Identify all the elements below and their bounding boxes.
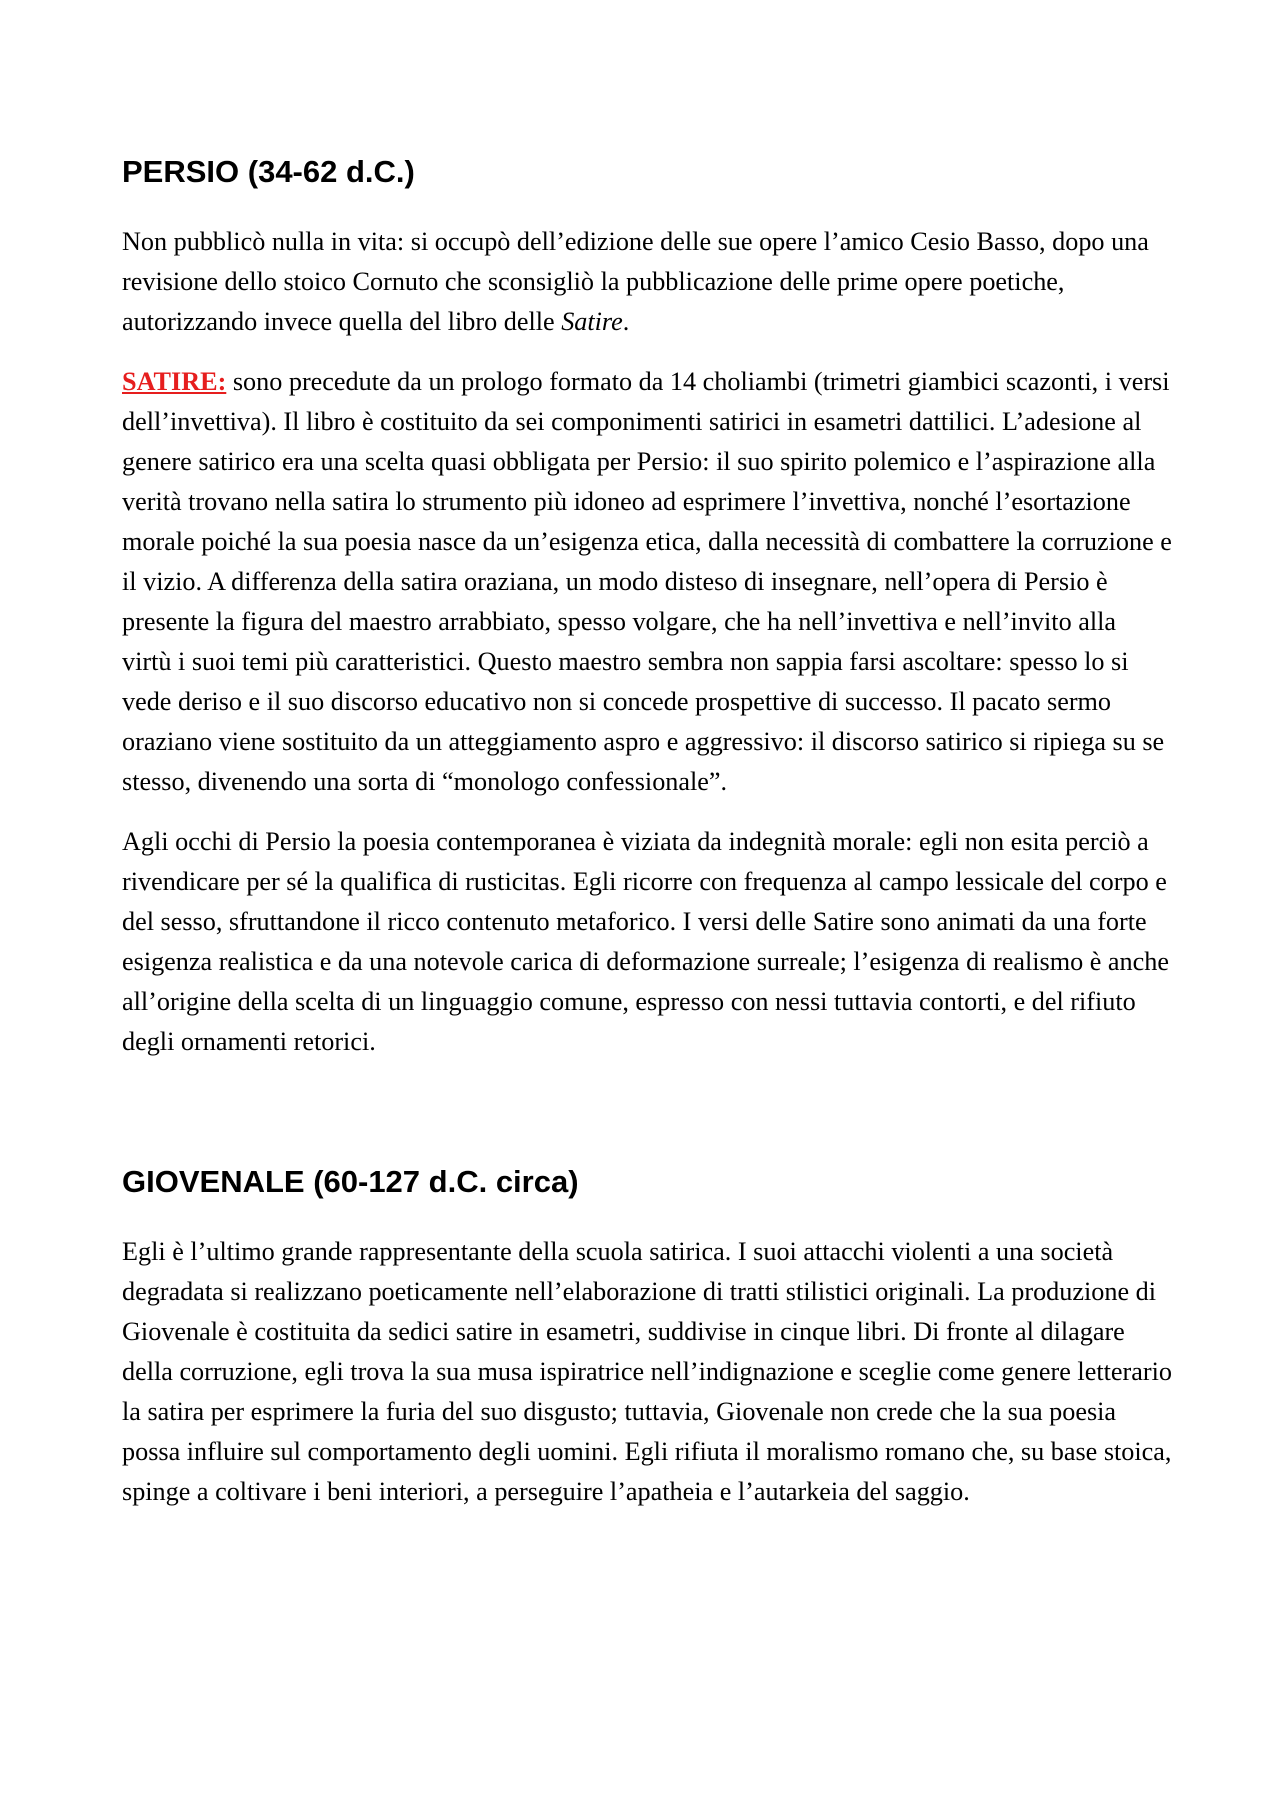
persio-intro-end: . — [622, 307, 630, 336]
persio-satire-text: sono precedute da un prologo formato da 14 choliambi (trimetri giambici scazonti, i versi dell’invettiva). Il libro è costituito da sei componimenti satirici in esametri dattilici. L’adesione al genere satirico era una scelta quasi obbligata per Persio: il suo spirito polemico e l’aspirazione alla verità trovano nella satira lo strumento più idoneo ad esprimere l’invettiva, nonché l’esortazione morale poiché la sua poesia nasce da un’esigenza etica, dalla necessità di combattere la corruzione e il vizio. A differenza della satira oraziana, un modo disteso di insegnare, nell’opera di Persio è presente la figura del maestro arrabbiato, spesso volgare, che ha nell’invettiva e nell’invito alla virtù i suoi temi più caratteristici. Questo maestro sembra non sappia farsi ascoltare: spesso lo si vede deriso e il suo discorso educativo non si concede prospettive di successo. Il pacato sermo oraziano viene sostituito da un atteggiamento aspro e aggressivo: il discorso satirico si ripiega su se stesso, divenendo una sorta di “monologo confessionale”. — [122, 367, 1172, 796]
giovenale-heading: GIOVENALE (60-127 d.C. circa) — [122, 1164, 579, 1199]
persio-heading: PERSIO (34-62 d.C.) — [122, 154, 415, 189]
satire-title-italic: Satire — [561, 307, 623, 336]
persio-intro-text: Non pubblicò nulla in vita: si occupò dell’edizione delle sue opere l’amico Cesio Basso, dopo una revisione dello stoico Cornuto che sconsigliò la pubblicazione delle prime opere poetiche, autorizzando invece quella del libro delle — [122, 227, 1149, 336]
persio-satire-paragraph — [122, 362, 1172, 802]
satire-label: SATIRE: — [122, 367, 227, 396]
persio-intro-paragraph — [122, 222, 1172, 342]
giovenale-intro-paragraph: Egli è l’ultimo grande rappresentante della scuola satirica. I suoi attacchi violenti a una società degradata si realizzano poeticamente nell’elaborazione di tratti stilistici originali. La produzione di Giovenale è costituita da sedici satire in esametri, suddivise in cinque libri. Di fronte al dilagare della corruzione, egli trova la sua musa ispiratrice nell’indignazione e sceglie come genere letterario la satira per esprimere la furia del suo disgusto; tuttavia, Giovenale non crede che la sua poesia possa influire sul comportamento degli uomini. Egli rifiuta il moralismo romano che, su base stoica, spinge a coltivare i beni interiori, a perseguire l’apatheia e l’autarkeia del saggio. — [122, 1237, 1172, 1506]
document-page — [122, 152, 1172, 1512]
persio-poetics-paragraph: Agli occhi di Persio la poesia contemporanea è viziata da indegnità morale: egli non esita perciò a rivendicare per sé la qualifica di rusticitas. Egli ricorre con frequenza al campo lessicale del corpo e del sesso, sfruttandone il ricco contenuto metaforico. I versi delle Satire sono animati da una forte esigenza realistica e da una notevole carica di deformazione surreale; l’esigenza di realismo è anche all’origine della scelta di un linguaggio comune, espresso con nessi tuttavia contorti, e del rifiuto degli ornamenti retorici. — [122, 827, 1169, 1056]
